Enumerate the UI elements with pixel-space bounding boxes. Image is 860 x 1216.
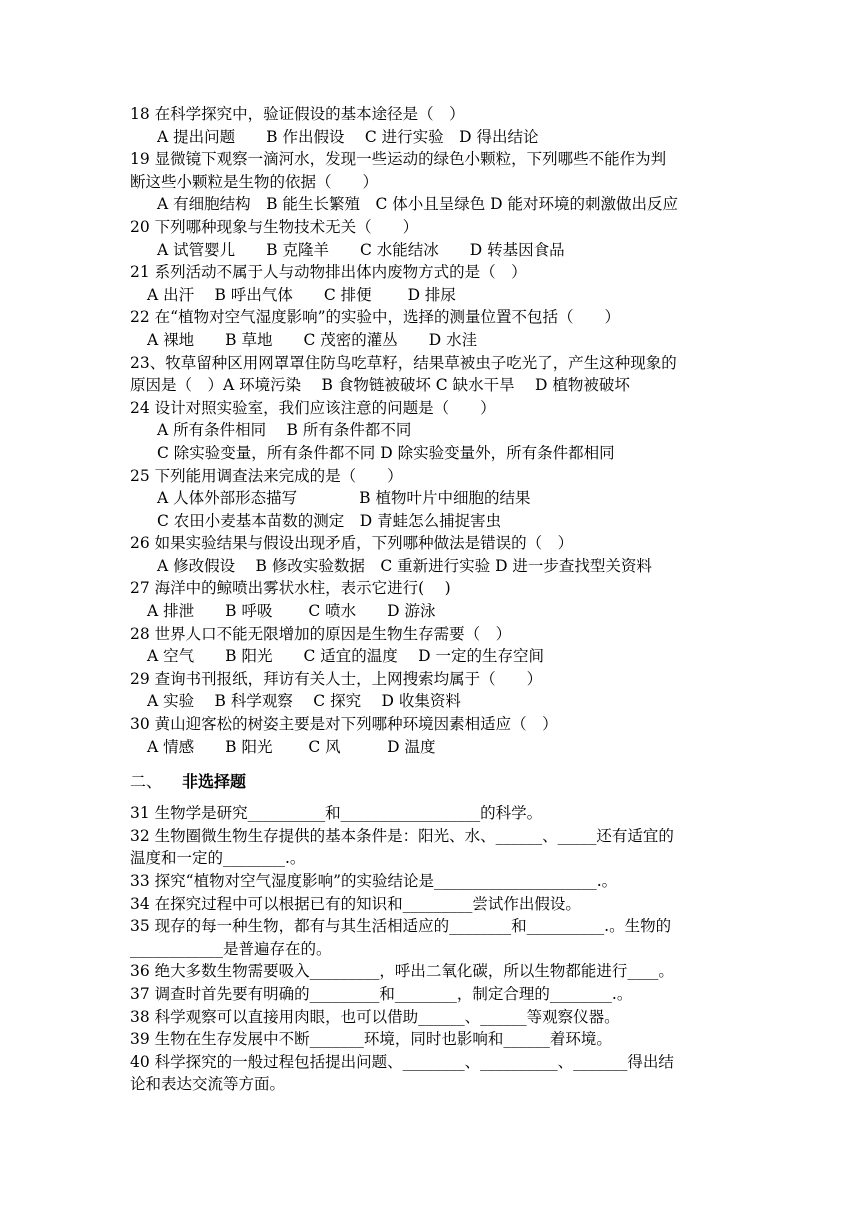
question-line: 30 黄山迎客松的树姿主要是对下列哪种环境因素相适应（ ）: [130, 715, 558, 734]
fill-in-line: 36 绝大多数生物需要吸入_________，呼出二氧化碳，所以生物都能进行____。: [130, 962, 674, 981]
answer-options-line: A 裸地 B 草地 C 茂密的灌丛 D 水洼: [147, 330, 478, 349]
question-line: 22 在“植物对空气湿度影响”的实验中，选择的测量位置不包括（ ）: [130, 308, 621, 327]
question-line: 24 设计对照实验室，我们应该注意的问题是（ ）: [130, 398, 496, 417]
question-line: 28 世界人口不能无限增加的原因是生物生存需要（ ）: [130, 624, 512, 643]
fill-in-line: 31 生物学是研究__________和__________________的科学。: [130, 804, 543, 823]
question-line: 26 如果实验结果与假设出现矛盾，下列哪种做法是错误的（ ）: [130, 534, 574, 553]
fill-in-line: 38 科学观察可以直接用肉眼，也可以借助______、______等观察仪器。: [130, 1007, 620, 1026]
answer-options-line: A 提出问题 B 作出假设 C 进行实验 D 得出结论: [157, 127, 539, 146]
answer-options-line: A 排泄 B 呼吸 C 喷水 D 游泳: [147, 602, 436, 621]
fill-in-line: 温度和一定的________.。: [130, 849, 306, 868]
question-line: 27 海洋中的鲸喷出雾状水柱，表示它进行( ): [130, 579, 451, 598]
answer-options-line: A 有细胞结构 B 能生长繁殖 C 体小且呈绿色 D 能对环境的刺激做出反应: [157, 195, 679, 214]
answer-options-line: C 除实验变量，所有条件都不同 D 除实验变量外，所有条件都相同: [157, 443, 615, 462]
multiple-choice-questions: [130, 103, 740, 758]
question-line: 23、牧草留种区用网罩罩住防鸟吃草籽，结果草被虫子吃光了，产生这种现象的: [130, 353, 677, 372]
answer-options-line: A 空气 B 阳光 C 适宜的温度 D 一定的生存空间: [147, 647, 545, 666]
question-line: 29 查询书刊报纸，拜访有关人士，上网搜索均属于（ ）: [130, 669, 543, 688]
section-title: 非选择题: [182, 772, 247, 792]
answer-options-line: A 试管婴儿 B 克隆羊 C 水能结冰 D 转基因食品: [157, 240, 565, 259]
fill-in-line: 35 现存的每一种生物，都有与其生活相适应的________和__________.。生物的: [130, 917, 672, 936]
section-heading: [130, 764, 740, 800]
question-line: 18 在科学探究中，验证假设的基本途径是（ ）: [130, 105, 465, 123]
fill-in-line: 33 探究“植物对空气湿度影响”的实验结论是_____________________.。: [130, 872, 618, 890]
fill-in-line: 32 生物圈微生物生存提供的基本条件是：阳光、水、______、_____还有适宜的: [130, 826, 674, 845]
question-line: 19 显微镜下观察一滴河水，发现一些运动的绿色小颗粒，下列哪些不能作为判: [130, 150, 667, 169]
question-line: 21 系列活动不属于人与动物排出体内废物方式的是（ ）: [130, 263, 527, 282]
question-line: 20 下列哪种现象与生物技术无关（ ）: [130, 217, 419, 236]
document-content: [130, 103, 740, 1096]
section-number: 二、: [130, 772, 163, 792]
answer-options-line: A 情感 B 阳光 C 风 D 温度: [147, 737, 436, 756]
fill-in-line: 40 科学探究的一般过程包括提出问题、________、__________、_______得出结: [130, 1052, 674, 1071]
fill-in-questions: [130, 802, 740, 1096]
answer-options-line: A 实验 B 科学观察 C 探究 D 收集资料: [147, 692, 461, 711]
answer-options-line: C 农田小麦基本苗数的测定 D 青蛙怎么捕捉害虫: [157, 511, 502, 530]
answer-options-line: A 所有条件相同 B 所有条件都不同: [157, 421, 412, 440]
fill-in-line: 39 生物在生存发展中不断_______环境，同时也影响和______着环境。: [130, 1030, 612, 1049]
fill-in-line: 34 在探究过程中可以根据已有的知识和_________尝试作出假设。: [130, 894, 581, 913]
question-line: 25 下列能用调查法来完成的是（ ）: [130, 466, 403, 485]
answer-options-line: A 人体外部形态描写 B 植物叶片中细胞的结果: [157, 489, 531, 508]
question-line: 断这些小颗粒是生物的依据（ ）: [130, 172, 379, 191]
fill-in-line: 37 调查时首先要有明确的_________和________，制定合理的________.。: [130, 984, 633, 1003]
answer-options-line: A 出汗 B 呼出气体 C 排便 D 排尿: [147, 285, 456, 304]
fill-in-line: ____________是普遍存在的。: [130, 939, 332, 958]
fill-in-line: 论和表达交流等方面。: [130, 1075, 286, 1094]
question-line: 原因是（ ）A 环境污染 B 食物链被破坏 C 缺水干旱 D 植物被破坏: [130, 376, 630, 395]
answer-options-line: A 修改假设 B 修改实验数据 C 重新进行实验 D 进一步查找型关资料: [157, 556, 652, 575]
